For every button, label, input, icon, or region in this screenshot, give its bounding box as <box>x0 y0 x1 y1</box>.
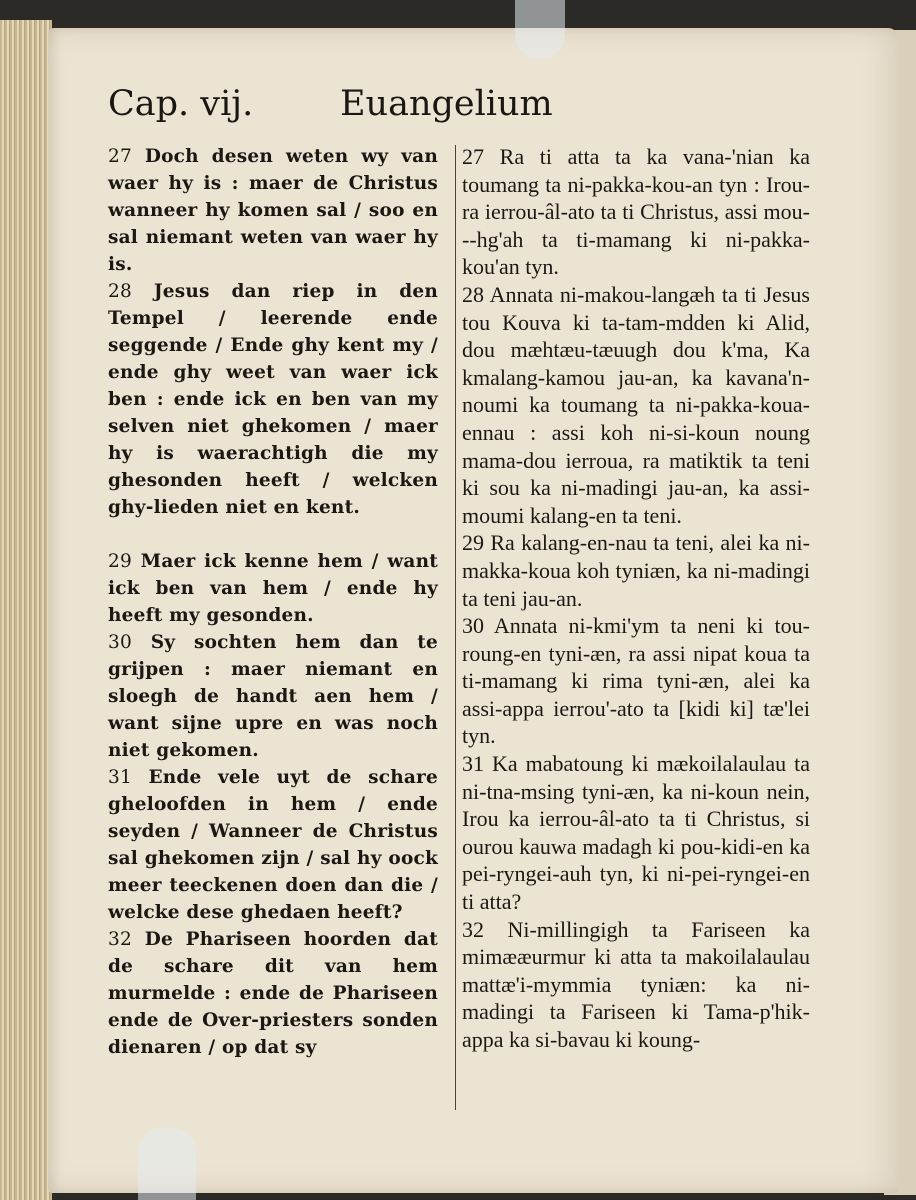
verse-text: Ka mabatoung ki mækoilalaulau ta ni-tna-msing tyni-æn, ka ni-koun nein, Irou ka ierrou-âl-ato ta ti Christus, si ourou kauwa madagh ki pou-kidi-en ka pei-ryngei-auh tyn, ki ni-pei-ryngei-en ti atta? <box>462 751 810 915</box>
verse-text: Doch desen weten wy van waer hy is : maer de Christus wanneer hy komen sal / soo en sal niemant weten van waer hy is. <box>108 146 438 275</box>
column-divider <box>455 145 456 1110</box>
verse-text: De Phariseen hoorden dat de schare dit van hem murmelde : ende de Phariseen ende de Over-priesters sonden dienaren / op dat sy <box>108 929 438 1058</box>
verse-text: Maer ick kenne hem / want ick ben van hem / ende hy heeft my gesonden. <box>108 551 438 626</box>
verse-number: 31 <box>462 751 484 777</box>
verse-number: 30 <box>108 632 132 653</box>
verse-dutch-31 <box>108 764 438 926</box>
verse-dutch-28 <box>108 278 438 521</box>
verse-dutch-27 <box>108 143 438 278</box>
verse-formosan-29 <box>462 529 810 612</box>
verse-dutch-30 <box>108 629 438 764</box>
verse-number: 27 <box>108 146 132 167</box>
page-clip-top <box>515 0 565 58</box>
page-title: Euangelium <box>340 84 553 124</box>
verse-number: 32 <box>108 929 132 950</box>
verse-formosan-30 <box>462 612 810 750</box>
verse-text: Jesus dan riep in den Tempel / leerende ende seggende / Ende ghy kent my / ende ghy weet van waer ick ben : ende ick en ben van my selven niet ghekomen / maer hy is waerachtigh die my ghesonden heeft / welcken ghy-lieden niet en kent. <box>108 281 438 518</box>
verse-text: Sy sochten hem dan te grijpen : maer niemant en sloegh de handt aen hem / want sijne upre en was noch niet gekomen. <box>108 632 438 761</box>
verse-formosan-27 <box>462 143 810 281</box>
verse-number: 30 <box>462 613 484 639</box>
verse-number: 27 <box>462 144 484 169</box>
verse-dutch-32 <box>108 926 438 1061</box>
verse-number: 31 <box>108 767 132 788</box>
verse-formosan-31 <box>462 750 810 916</box>
book-page-edges <box>0 20 52 1200</box>
verse-number: 29 <box>462 530 484 556</box>
verse-text: Ende vele uyt de schare gheloofden in hem / ende seyden / Wanneer de Christus sal ghekomen zijn / sal hy oock meer teeckenen doen dan die / welcke dese ghedaen heeft? <box>108 767 438 923</box>
chapter-heading: Cap. vij. <box>108 84 254 124</box>
verse-number: 28 <box>108 281 132 302</box>
verse-text: Annata ni-makou-langæh ta ti Jesus tou Kouva ki ta-tam-mdden ki Alid, dou mæhtæu-tæuugh dou k'ma, Ka kmalang-kamou jau-an, ka kavana'n-noumi ka toumang ta ni-pakka-koua-ennau : assi koh ni-si-koun noung mama-dou ierroua, ra matiktik ta teni ki sou ka ni-madingi jau-an, ka assi-moumi kalang-en ta teni. <box>462 281 810 528</box>
verse-number: 28 <box>462 281 484 307</box>
verse-text: Ni-millingigh ta Fariseen ka mimææurmur ki atta ta makoilalaulau mattæ'i-mymmia tyniæn: ka ni-madingi ta Fariseen ki Tama-p'hik-appa ka si-bavau ki koung- <box>462 916 811 1052</box>
dutch-column <box>108 143 438 1061</box>
verse-text: Ra kalang-en-nau ta teni, alei ka ni-makka-koua koh tyniæn, ka ni-madingi ta teni jau-an. <box>462 530 810 611</box>
verse-text: Annata ni-kmi'ym ta neni ki tou-roung-en tyni-æn, ra assi nipat koua ta ti-mamang ki rima tyni-æn, alei ka assi-appa ierrou'-ato ta [kidi ki] tæ'lei tyn. <box>462 613 810 749</box>
verse-formosan-32 <box>462 916 810 1054</box>
verse-text: Ra ti atta ta ka vana-'nian ka toumang ta ni-pakka-kou-an tyn : Irou-ra ierrou-âl-ato ta ti Christus, assi mou---hg'ah ta ti-mamang ki ni-pakka-kou'an tyn. <box>462 144 810 280</box>
verse-number: 29 <box>108 551 132 572</box>
verse-number: 32 <box>462 916 484 942</box>
formosan-column <box>462 143 810 1054</box>
page-clip-bottom <box>138 1128 196 1200</box>
verse-dutch-29 <box>108 548 438 629</box>
verse-formosan-28 <box>462 281 810 529</box>
